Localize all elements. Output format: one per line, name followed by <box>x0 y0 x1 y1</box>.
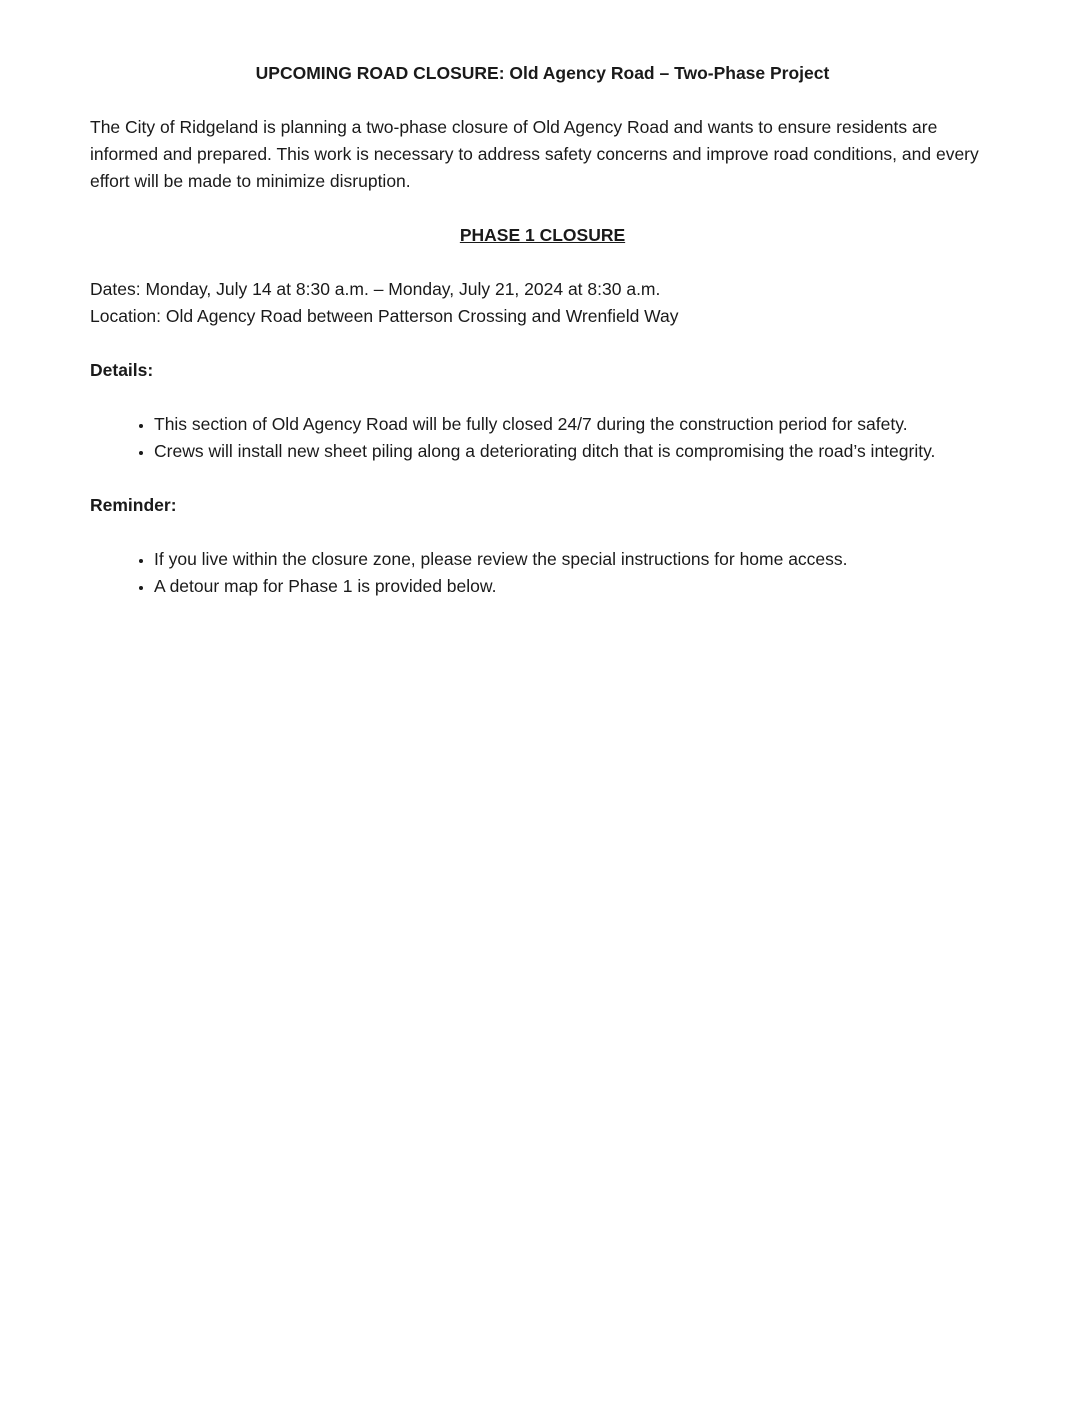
details-list <box>90 411 995 465</box>
list-item: • If you live within the closure zone, please review the special instructions for home access. <box>154 546 995 573</box>
dates-location-paragraph <box>90 276 995 330</box>
list-item: • A detour map for Phase 1 is provided below. <box>154 573 995 600</box>
document-title: UPCOMING ROAD CLOSURE: Old Agency Road – Two-Phase Project <box>255 63 830 83</box>
location-line: Location: Old Agency Road between Patterson Crossing and Wrenfield Way <box>90 306 679 326</box>
dates-line: Dates: Monday, July 14 at 8:30 a.m. – Monday, July 21, 2024 at 8:30 a.m. <box>90 279 661 299</box>
details-label: Details: <box>90 360 154 380</box>
list-item: • This section of Old Agency Road will be fully closed 24/7 during the construction period for safety. <box>154 411 995 438</box>
reminder-list <box>90 546 995 600</box>
list-item: • Crews will install new sheet piling along a deteriorating ditch that is compromising the road’s integrity. <box>154 438 995 465</box>
phase1-heading <box>90 222 995 249</box>
intro-paragraph: The City of Ridgeland is planning a two-phase closure of Old Agency Road and wants to ensure residents are informed and prepared. This work is necessary to address safety concerns and improve road conditions, and every effort will be made to minimize disruption. <box>90 117 979 191</box>
reminder-label: Reminder: <box>90 495 177 515</box>
phase1-heading-text: PHASE 1 CLOSURE <box>459 225 626 245</box>
